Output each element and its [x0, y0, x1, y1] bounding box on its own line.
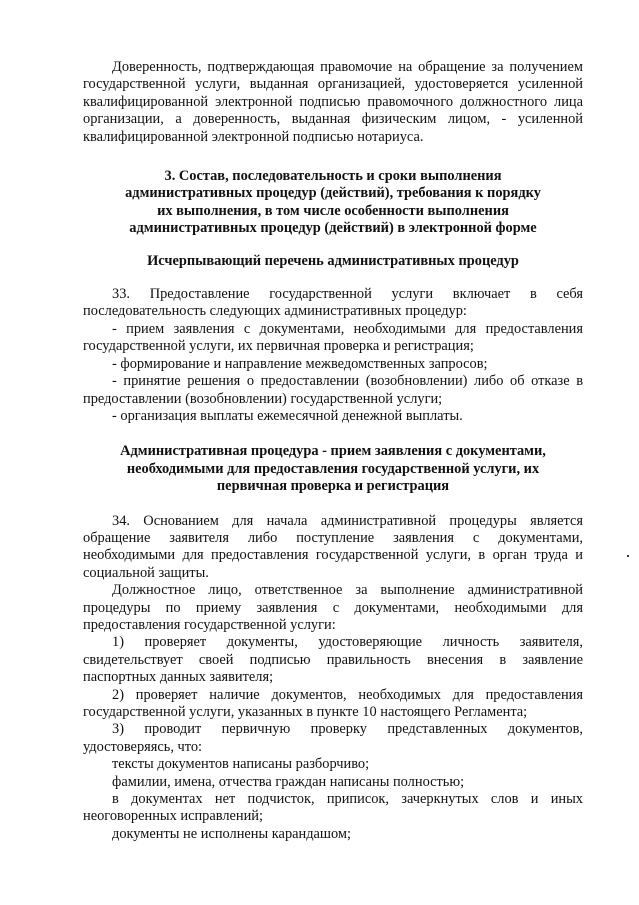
official-step: 2) проверяет наличие документов, необходимых для предоставления государственной услуги, указанных в пункте 10 настоящего Регламента; [83, 686, 583, 720]
paragraph-33: 33. Предоставление государственной услуги включает в себя последовательность следующих административных процедур: [83, 286, 583, 320]
section-3-title-line: 3. Состав, последовательность и сроки выполнения [164, 168, 502, 185]
scan-speck [627, 555, 629, 557]
official-step: 1) проверяет документы, удостоверяющие личность заявителя, свидетельствует своей подписью правильность внесения в заявление паспортных данных заявителя; [83, 634, 583, 686]
procedure-list-item: - организация выплаты ежемесячной денежной выплаты. [112, 407, 463, 424]
section-3-title-line: их выполнения, в том числе особенности выполнения [157, 202, 509, 219]
check-item: документы не исполнены карандашом; [112, 825, 352, 842]
section-3-title [83, 168, 583, 238]
admin-procedure-title-line: Административная процедура - прием заявления с документами, [120, 443, 546, 460]
document-page [83, 59, 583, 843]
check-item: в документах нет подчисток, приписок, зачеркнутых слов и иных неоговоренных исправлений; [83, 791, 583, 825]
section-3-title-line: административных процедур (действий), требования к порядку [125, 185, 541, 202]
procedures-list-title: Исчерпывающий перечень административных процедур [147, 252, 519, 269]
admin-procedure-title [83, 443, 583, 495]
official-step: 3) проводит первичную проверку представленных документов, удостоверяясь, что: [83, 721, 583, 755]
admin-procedure-title-line: первичная проверка и регистрация [216, 478, 450, 495]
official-paragraph: Должностное лицо, ответственное за выполнение административной процедуры по приему заявления с документами, необходимыми для предоставления государственной услуги: [83, 582, 583, 633]
procedure-list-item: - прием заявления с документами, необходимыми для предоставления государственной услуги, их первичная проверка и регистрация; [83, 320, 583, 355]
section-3-title-line: административных процедур (действий) в электронной форме [129, 220, 537, 237]
procedure-list-item: - принятие решения о предоставлении (возобновлении) либо об отказе в предоставлении (возобновлении) государственной услуги; [83, 373, 583, 407]
intro-paragraph: Доверенность, подтверждающая правомочие на обращение за получением государственной услуги, выданная организацией, удостоверяется усиленной квалифицированной электронной подписью правомочного должностного лица организации, а доверенность, выданная физическим лицом, - усиленной квалифицированной электронной подписью нотариуса. [83, 59, 583, 145]
procedure-list-item: - формирование и направление межведомственных запросов; [112, 355, 488, 372]
admin-procedure-title-line: необходимыми для предоставления государственной услуги, их [126, 460, 540, 477]
check-item: фамилии, имена, отчества граждан написаны полностью; [112, 773, 465, 790]
check-item: тексты документов написаны разборчиво; [112, 756, 370, 773]
paragraph-34: 34. Основанием для начала административной процедуры является обращение заявителя либо поступление заявления с документами, необходимыми для предоставления государственной услуги, в орган труда и социальной защиты. [83, 512, 583, 581]
